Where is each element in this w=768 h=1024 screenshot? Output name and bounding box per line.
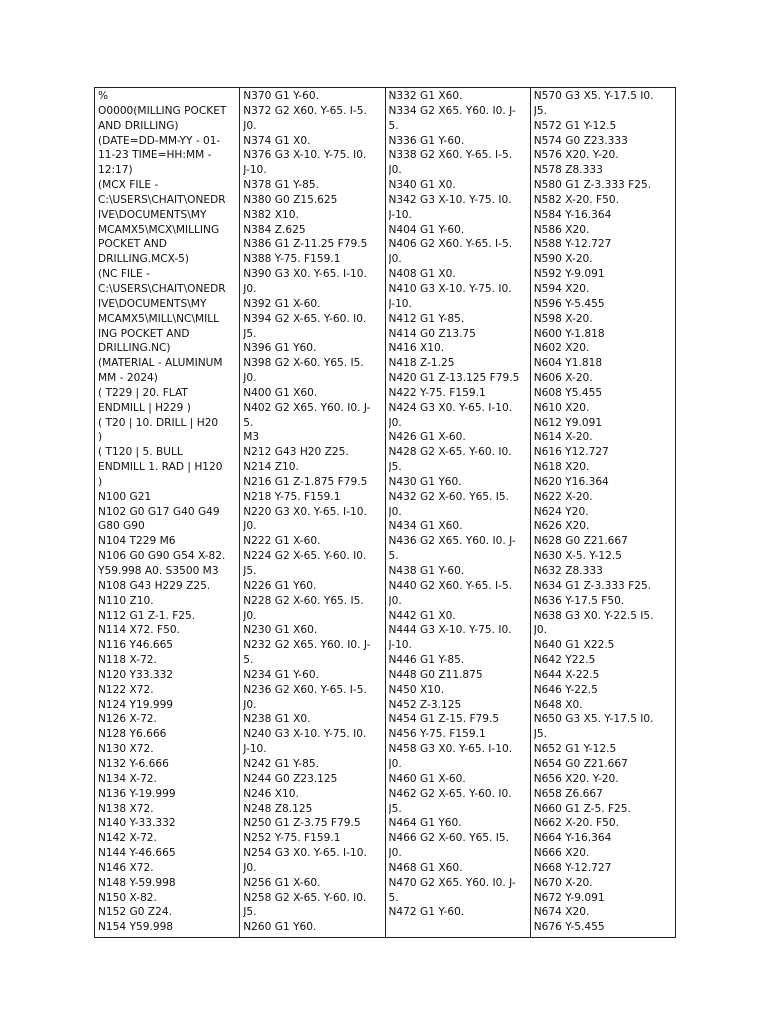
gcode-line: J5. [388, 461, 402, 474]
gcode-line: N586 X20. [533, 223, 590, 236]
gcode-line: N574 G0 Z23.333 [533, 134, 628, 147]
gcode-line: 5. [388, 119, 399, 132]
gcode-line: J0. [388, 847, 402, 860]
gcode-line: N128 Y6.666 [98, 728, 167, 741]
gcode-line: N452 Z-3.125 [388, 698, 462, 711]
gcode-line: N668 Y-12.727 [533, 861, 612, 874]
gcode-line: N412 G1 Y-85. [388, 312, 465, 325]
gcode-line: N662 X-20. F50. [533, 817, 619, 830]
gcode-line: N600 Y-1.818 [533, 327, 605, 340]
gcode-line: N608 Y5.455 [533, 386, 603, 399]
gcode-line: N112 G1 Z-1. F25. [98, 609, 196, 622]
gcode-line: N138 X72. [98, 802, 154, 815]
gcode-line: N222 G1 X-60. [243, 535, 321, 548]
gcode-line: N378 G1 Y-85. [243, 179, 319, 192]
gcode-line: ENDMILL 1. RAD | H120 [98, 461, 223, 474]
gcode-line: J0. [243, 861, 257, 874]
gcode-line: N404 G1 Y-60. [388, 223, 465, 236]
gcode-line: N654 G0 Z21.667 [533, 757, 628, 770]
gcode-line: N610 X20. [533, 401, 590, 414]
gcode-line: J0. [388, 253, 402, 266]
gcode-line: M3 [243, 431, 260, 444]
gcode-line: N390 G3 X0. Y-65. I-10. [243, 268, 367, 281]
column-3 [385, 88, 530, 938]
gcode-line: N624 Y20. [533, 505, 589, 518]
gcode-line: ) [98, 475, 103, 488]
gcode-line: N150 X-82. [98, 891, 157, 904]
gcode-line: N592 Y-9.091 [533, 268, 605, 281]
gcode-line: N470 G2 X65. Y60. I0. J- [388, 876, 516, 889]
gcode-line: J0. [388, 164, 402, 177]
gcode-line: N148 Y-59.998 [98, 876, 176, 889]
gcode-line: N220 G3 X0. Y-65. I-10. [243, 505, 367, 518]
gcode-line: G80 G90 [98, 520, 145, 533]
gcode-line: N250 G1 Z-3.75 F79.5 [243, 817, 361, 830]
gcode-line: N658 Z6.667 [533, 787, 603, 800]
gcode-line: N422 Y-75. F159.1 [388, 386, 486, 399]
gcode-line: N384 Z.625 [243, 223, 306, 236]
gcode-line: N132 Y-6.666 [98, 757, 169, 770]
gcode-line: C:\USERS\CHAIT\ONEDR [98, 282, 226, 295]
gcode-line: N136 Y-19.999 [98, 787, 176, 800]
gcode-line: 12:17) [98, 164, 133, 177]
gcode-line: N338 G2 X60. Y-65. I-5. [388, 149, 513, 162]
table-row [95, 88, 676, 938]
gcode-line: N340 G1 X0. [388, 179, 456, 192]
gcode-line: N630 X-5. Y-12.5 [533, 550, 622, 563]
gcode-line: J5. [243, 327, 257, 340]
gcode-line: N626 X20. [533, 520, 590, 533]
gcode-line: N106 G0 G90 G54 X-82. [98, 550, 226, 563]
gcode-line: DRILLING.MCX-5) [98, 253, 190, 266]
gcode-line: N428 G2 X-65. Y-60. I0. [388, 446, 512, 459]
gcode-line: N416 X10. [388, 342, 445, 355]
gcode-line: N430 G1 Y60. [388, 475, 462, 488]
gcode-line: N436 G2 X65. Y60. I0. J- [388, 535, 516, 548]
gcode-line: 11-23 TIME=HH:MM - [98, 149, 212, 162]
gcode-line: N332 G1 X60. [388, 90, 463, 102]
gcode-line: N114 X72. F50. [98, 624, 180, 637]
gcode-line: N448 G0 Z11.875 [388, 668, 483, 681]
gcode-line: J0. [388, 757, 402, 770]
gcode-line: N238 G1 X0. [243, 713, 311, 726]
gcode-line: N216 G1 Z-1.875 F79.5 [243, 475, 368, 488]
gcode-line: N142 X-72. [98, 832, 157, 845]
gcode-line: N242 G1 Y-85. [243, 757, 319, 770]
gcode-line: N410 G3 X-10. Y-75. I0. [388, 282, 512, 295]
gcode-line: IVE\DOCUMENTS\MY [98, 208, 207, 221]
gcode-line: AND DRILLING) [98, 119, 179, 132]
gcode-line: N642 Y22.5 [533, 654, 596, 667]
gcode-line: N102 G0 G17 G40 G49 [98, 505, 220, 518]
gcode-line: N144 Y-46.665 [98, 847, 176, 860]
gcode-line: N676 Y-5.455 [533, 921, 605, 934]
gcode-line: N396 G1 Y60. [243, 342, 317, 355]
gcode-line: N418 Z-1.25 [388, 357, 455, 370]
gcode-line: N334 G2 X65. Y60. I0. J- [388, 104, 516, 117]
gcode-line: N472 G1 Y-60. [388, 906, 465, 919]
gcode-line: J0. [388, 594, 402, 607]
gcode-line: N122 X72. [98, 683, 154, 696]
gcode-line: N604 Y1.818 [533, 357, 603, 370]
gcode-line: N240 G3 X-10. Y-75. I0. [243, 728, 367, 741]
gcode-line: J5. [388, 802, 402, 815]
gcode-line: 5. [243, 654, 254, 667]
gcode-line: N572 G1 Y-12.5 [533, 119, 617, 132]
gcode-line: N644 X-22.5 [533, 668, 600, 681]
gcode-line: N638 G3 X0. Y-22.5 I5. [533, 609, 654, 622]
gcode-line: N234 G1 Y-60. [243, 668, 319, 681]
gcode-line: N602 X20. [533, 342, 590, 355]
gcode-line: 5. [243, 416, 254, 429]
gcode-line: N408 G1 X0. [388, 268, 456, 281]
gcode-line: N120 Y33.332 [98, 668, 174, 681]
gcode-line: N588 Y-12.727 [533, 238, 612, 251]
gcode-line: N394 G2 X-65. Y-60. I0. [243, 312, 367, 325]
gcode-line: N640 G1 X22.5 [533, 639, 615, 652]
gcode-line: N370 G1 Y-60. [243, 90, 319, 102]
gcode-line: N460 G1 X-60. [388, 772, 466, 785]
gcode-line: J-10. [388, 208, 412, 221]
gcode-line: N402 G2 X65. Y60. I0. J- [243, 401, 371, 414]
gcode-line: N650 G3 X5. Y-17.5 I0. [533, 713, 654, 726]
gcode-line: N616 Y12.727 [533, 446, 609, 459]
gcode-line: J0. [243, 282, 257, 295]
gcode-line: N100 G21 [98, 490, 152, 503]
gcode-line: N576 X20. Y-20. [533, 149, 619, 162]
gcode-line: J0. [243, 609, 257, 622]
gcode-line: N652 G1 Y-12.5 [533, 743, 617, 756]
gcode-line: N254 G3 X0. Y-65. I-10. [243, 847, 367, 860]
gcode-line: N134 X-72. [98, 772, 157, 785]
gcode-line: N618 X20. [533, 461, 590, 474]
gcode-line: N108 G43 H229 Z25. [98, 579, 211, 592]
gcode-line: (NC FILE - [98, 268, 150, 281]
gcode-line: N440 G2 X60. Y-65. I-5. [388, 579, 513, 592]
gcode-line: J5. [243, 906, 257, 919]
gcode-line: N152 G0 Z24. [98, 906, 172, 919]
gcode-line: J0. [533, 624, 547, 637]
gcode-line: J0. [388, 505, 402, 518]
gcode-line: N458 G3 X0. Y-65. I-10. [388, 743, 513, 756]
gcode-line: N256 G1 X-60. [243, 876, 321, 889]
gcode-line: N666 X20. [533, 847, 590, 860]
gcode-line: POCKET AND [98, 238, 167, 251]
gcode-line: N468 G1 X60. [388, 861, 463, 874]
gcode-line: J5. [533, 728, 547, 741]
gcode-line: J5. [243, 565, 257, 577]
gcode-line: N336 G1 Y-60. [388, 134, 465, 147]
gcode-line: J0. [243, 698, 257, 711]
gcode-line: N244 G0 Z23.125 [243, 772, 338, 785]
gcode-line: ( T120 | 5. BULL [98, 446, 183, 459]
gcode-line: N426 G1 X-60. [388, 431, 466, 444]
gcode-line: Y59.998 A0. S3500 M3 [98, 565, 219, 577]
gcode-line: ENDMILL | H229 ) [98, 401, 191, 414]
gcode-line: N382 X10. [243, 208, 299, 221]
gcode-line: N464 G1 Y60. [388, 817, 462, 830]
gcode-line: N230 G1 X60. [243, 624, 318, 637]
gcode-line: N218 Y-75. F159.1 [243, 490, 341, 503]
gcode-line: MM - 2024) [98, 372, 158, 385]
gcode-line: N424 G3 X0. Y-65. I-10. [388, 401, 513, 414]
gcode-line: 5. [388, 550, 399, 563]
gcode-line: J0. [243, 372, 257, 385]
gcode-line: J-10. [243, 164, 267, 177]
gcode-line: J0. [243, 119, 257, 132]
gcode-line: N438 G1 Y-60. [388, 565, 465, 577]
gcode-line: N212 G43 H20 Z25. [243, 446, 349, 459]
gcode-line: N130 X72. [98, 743, 154, 756]
gcode-line: DRILLING.NC) [98, 342, 171, 355]
gcode-line: N252 Y-75. F159.1 [243, 832, 341, 845]
gcode-line: N376 G3 X-10. Y-75. I0. [243, 149, 367, 162]
gcode-line: N392 G1 X-60. [243, 297, 321, 310]
gcode-line: N442 G1 X0. [388, 609, 456, 622]
gcode-line: N246 X10. [243, 787, 299, 800]
gcode-line: N462 G2 X-65. Y-60. I0. [388, 787, 512, 800]
gcode-line: N388 Y-75. F159.1 [243, 253, 341, 266]
gcode-line: J0. [243, 520, 257, 533]
gcode-line: N670 X-20. [533, 876, 593, 889]
gcode-line: N420 G1 Z-13.125 F79.5 [388, 372, 520, 385]
gcode-line: J-10. [388, 297, 412, 310]
gcode-line: N124 Y19.999 [98, 698, 174, 711]
gcode-line: N248 Z8.125 [243, 802, 313, 815]
gcode-line: N226 G1 Y60. [243, 579, 317, 592]
gcode-line: J5. [533, 104, 547, 117]
gcode-line: N614 X-20. [533, 431, 593, 444]
gcode-line: N664 Y-16.364 [533, 832, 612, 845]
gcode-line: N126 X-72. [98, 713, 157, 726]
gcode-line: N636 Y-17.5 F50. [533, 594, 625, 607]
gcode-line: N570 G3 X5. Y-17.5 I0. [533, 90, 654, 102]
gcode-line: N386 G1 Z-11.25 F79.5 [243, 238, 368, 251]
gcode-line: N660 G1 Z-5. F25. [533, 802, 631, 815]
gcode-line: N236 G2 X60. Y-65. I-5. [243, 683, 367, 696]
gcode-line: N154 Y59.998 [98, 921, 174, 934]
gcode-line: N606 X-20. [533, 372, 593, 385]
gcode-line: N612 Y9.091 [533, 416, 603, 429]
gcode-line: N580 G1 Z-3.333 F25. [533, 179, 652, 192]
gcode-line: N582 X-20. F50. [533, 193, 619, 206]
gcode-line: N372 G2 X60. Y-65. I-5. [243, 104, 367, 117]
gcode-line: N634 G1 Z-3.333 F25. [533, 579, 652, 592]
gcode-line: N116 Y46.665 [98, 639, 174, 652]
gcode-line: % [98, 90, 109, 102]
gcode-line: N380 G0 Z15.625 [243, 193, 338, 206]
gcode-line: N646 Y-22.5 [533, 683, 598, 696]
column-1 [95, 88, 240, 938]
gcode-line: N456 Y-75. F159.1 [388, 728, 486, 741]
gcode-line: N406 G2 X60. Y-65. I-5. [388, 238, 513, 251]
gcode-line: N414 G0 Z13.75 [388, 327, 476, 340]
gcode-line: N400 G1 X60. [243, 386, 318, 399]
gcode-line: N374 G1 X0. [243, 134, 311, 147]
gcode-line: N590 X-20. [533, 253, 593, 266]
gcode-line: N598 X-20. [533, 312, 593, 325]
column-4 [530, 88, 675, 938]
gcode-line: J-10. [388, 639, 412, 652]
gcode-line: N140 Y-33.332 [98, 817, 176, 830]
gcode-line: N632 Z8.333 [533, 565, 603, 577]
gcode-line: ) [98, 431, 103, 444]
gcode-line: (MCX FILE - [98, 179, 159, 192]
gcode-line: N434 G1 X60. [388, 520, 463, 533]
gcode-line: N118 X-72. [98, 654, 157, 667]
gcode-line: N596 Y-5.455 [533, 297, 605, 310]
gcode-line: (DATE=DD-MM-YY - 01- [98, 134, 221, 147]
gcode-line: N110 Z10. [98, 594, 154, 607]
gcode-line: N342 G3 X-10. Y-75. I0. [388, 193, 512, 206]
gcode-line: N578 Z8.333 [533, 164, 603, 177]
gcode-line: N454 G1 Z-15. F79.5 [388, 713, 500, 726]
gcode-line: N228 G2 X-60. Y65. I5. [243, 594, 364, 607]
gcode-line: N450 X10. [388, 683, 445, 696]
gcode-line: ( T20 | 10. DRILL | H20 [98, 416, 219, 429]
gcode-line: 5. [388, 891, 399, 904]
gcode-line: N446 G1 Y-85. [388, 654, 465, 667]
gcode-line: ( T229 | 20. FLAT [98, 386, 188, 399]
gcode-line: N444 G3 X-10. Y-75. I0. [388, 624, 512, 637]
gcode-line: N398 G2 X-60. Y65. I5. [243, 357, 364, 370]
gcode-line: IVE\DOCUMENTS\MY [98, 297, 207, 310]
gcode-line: C:\USERS\CHAIT\ONEDR [98, 193, 226, 206]
gcode-line: N214 Z10. [243, 461, 299, 474]
gcode-line: J0. [388, 416, 402, 429]
column-2 [240, 88, 385, 938]
gcode-line: N622 X-20. [533, 490, 593, 503]
gcode-line: N260 G1 Y60. [243, 921, 317, 934]
gcode-line: N620 Y16.364 [533, 475, 609, 488]
gcode-line: N648 X0. [533, 698, 583, 711]
gcode-line: O0000(MILLING POCKET [98, 104, 227, 117]
gcode-line: N466 G2 X-60. Y65. I5. [388, 832, 510, 845]
gcode-line: N104 T229 M6 [98, 535, 176, 548]
gcode-line: N224 G2 X-65. Y-60. I0. [243, 550, 367, 563]
gcode-table [94, 87, 676, 938]
gcode-line: N584 Y-16.364 [533, 208, 612, 221]
gcode-line: N258 G2 X-65. Y-60. I0. [243, 891, 367, 904]
gcode-line: MCAMX5\MCX\MILLING [98, 223, 220, 236]
gcode-line: N146 X72. [98, 861, 154, 874]
gcode-line: N432 G2 X-60. Y65. I5. [388, 490, 510, 503]
gcode-line: MCAMX5\MILL\NC\MILL [98, 312, 220, 325]
gcode-line: N656 X20. Y-20. [533, 772, 619, 785]
gcode-line: N594 X20. [533, 282, 590, 295]
gcode-line: N672 Y-9.091 [533, 891, 605, 904]
gcode-line: J-10. [243, 743, 267, 756]
gcode-line: N628 G0 Z21.667 [533, 535, 628, 548]
gcode-line: (MATERIAL - ALUMINUM [98, 357, 223, 370]
gcode-line: N674 X20. [533, 906, 590, 919]
gcode-line: N232 G2 X65. Y60. I0. J- [243, 639, 371, 652]
gcode-line: ING POCKET AND [98, 327, 190, 340]
